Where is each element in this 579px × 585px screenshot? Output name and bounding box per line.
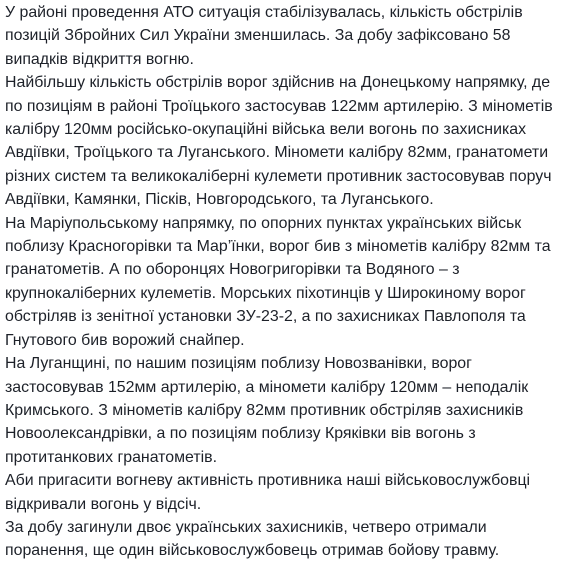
paragraph-situation: У районі проведення АТО ситуація стабілізувалась, кількість обстрілів позицій Збройних Сил України зменшилась. За добу зафіксовано 58 випадків відкриття вогню. — [5, 4, 523, 68]
paragraph-casualties: За добу загинули двоє українських захисників, четверо отримали поранення, ще один військовослужбовець отримав бойову травму. — [5, 518, 500, 560]
paragraph-donetsk-direction: Найбільшу кількість обстрілів ворог здійснив на Донецькому напрямку, де по позиціям в районі Троїцького застосував 122мм артилерію. З мінометів калібру 120мм російсько-окупаційні війська вели вогонь по захисниках Авдіївки, Троїцького та Луганського. Міномети калібру 82мм, гранатомети різних систем та великокаліберні кулемети противник застосовував поруч Авдіївки, Камянки, Пісків, Новгородського, та Луганського. — [5, 74, 553, 209]
paragraph-luhansk-region: На Луганщині, по нашим позиціям поблизу Новозванівки, ворог застосовував 152мм артилерію, а міномети калібру 120мм – неподалік Кримського. З мінометів калібру 82мм противник обстріляв захисників Новоолександрівки, а по позиціям поблизу Кряківки вів вогонь з протитанкових гранатометів. — [5, 355, 529, 466]
paragraph-mariupol-direction: На Маріупольському напрямку, по опорних пунктах українських військ поблизу Красногорівки та Мар’їнки, ворог бив з мінометів калібру 82мм та гранатометів. А по оборонцях Новогригорівки та Водяного – з крупнокаліберних кулеметів. Морських піхотинців у Широкиному ворог обстріляв із зенітної установки ЗУ-23-2, а по захисниках Павлополя та Гнутового бив ворожий снайпер. — [5, 214, 551, 349]
paragraph-return-fire: Аби пригасити вогневу активність противника наші військовослужбовці відкривали вогонь у відсіч. — [5, 472, 531, 513]
